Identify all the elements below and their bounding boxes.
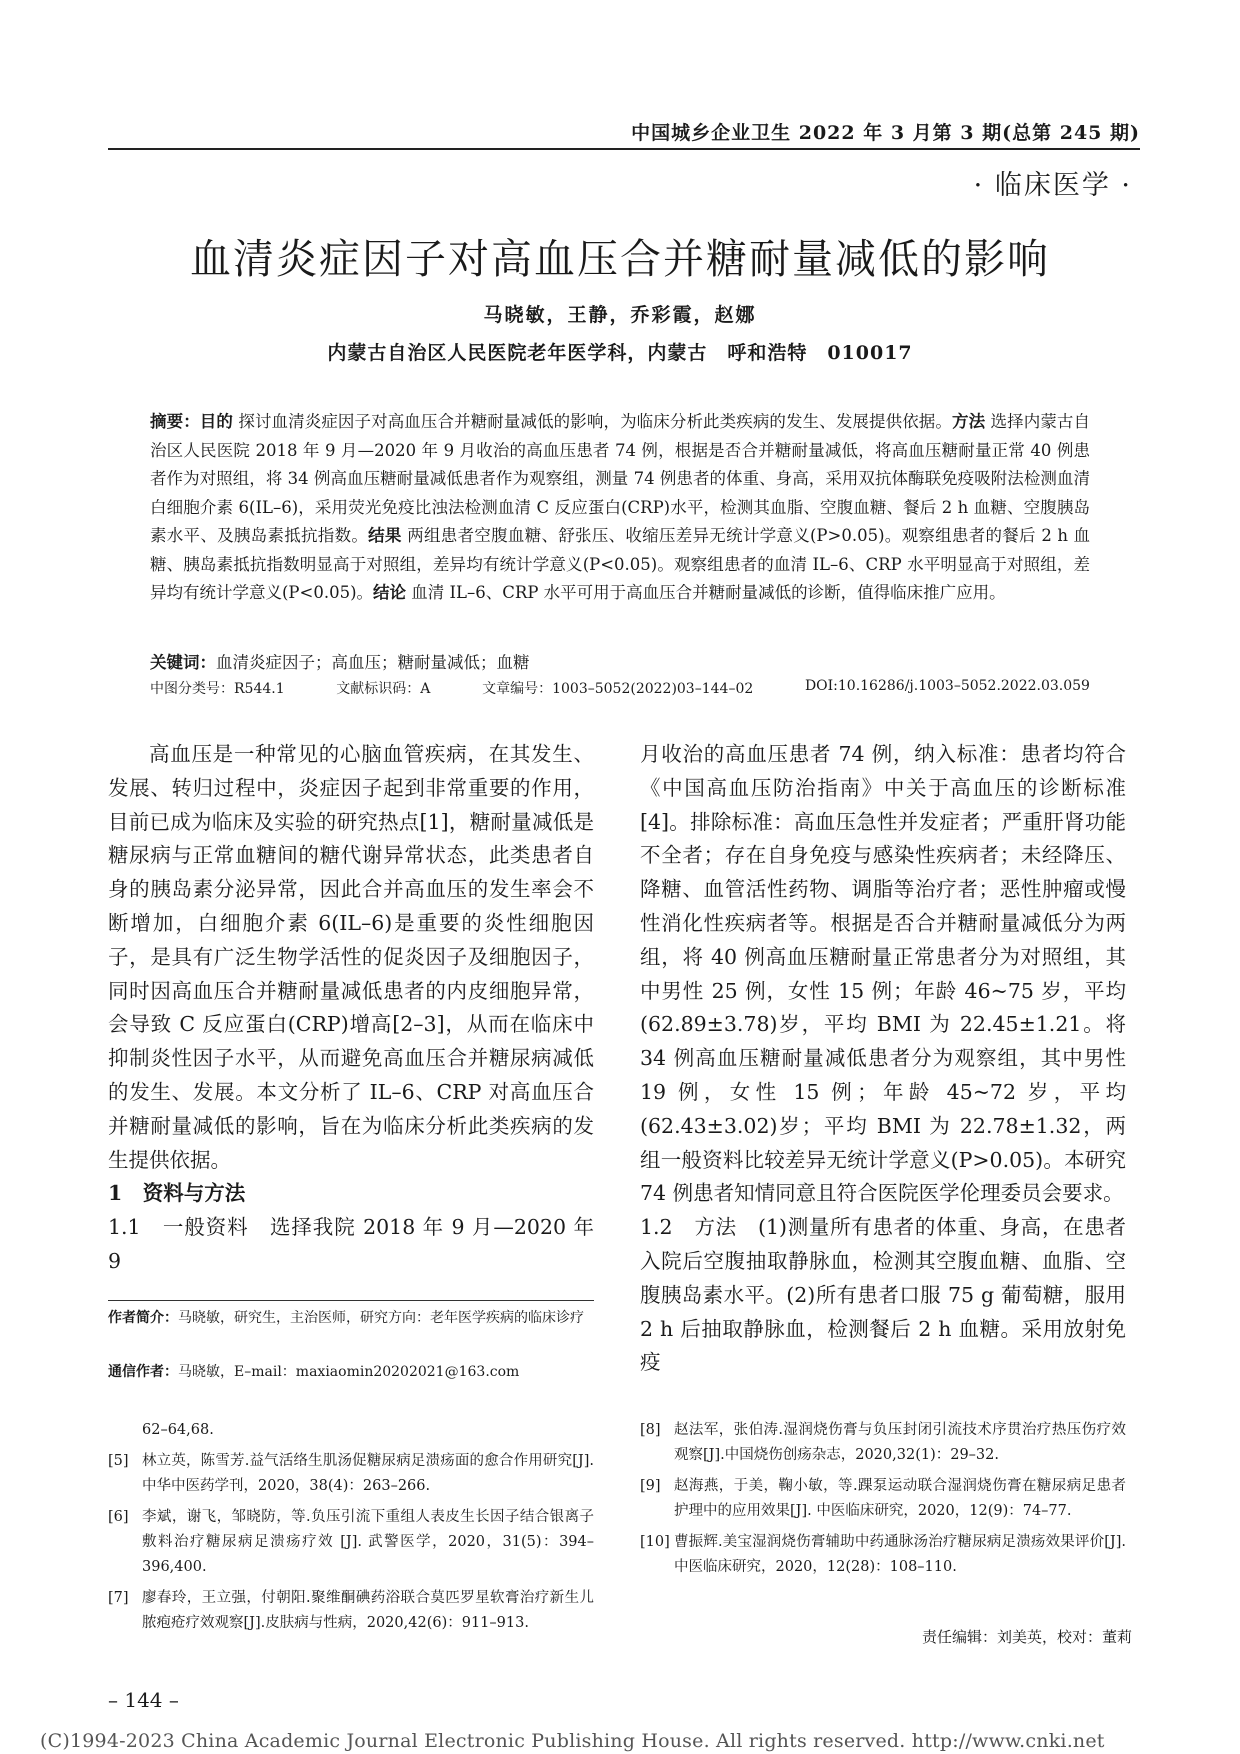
section-label: · 临床医学 · xyxy=(973,170,1132,201)
reference-number: [8] xyxy=(640,1422,661,1438)
reference-item xyxy=(640,1474,1126,1524)
references-right xyxy=(640,1418,1126,1586)
abstract-label: 摘要： xyxy=(150,412,200,431)
reference-text: 赵法军，张伯涛.湿润烧伤膏与负压封闭引流技术序贯治疗热压伤疗效观察[J].中国烧伤创疡杂志，2020,32(1)：29–32. xyxy=(674,1422,1126,1463)
keywords-label: 关键词： xyxy=(150,653,216,672)
objective-text: 探讨血清炎症因子对高血压合并糖耐量减低的影响，为临床分析此类疾病的发生、发展提供依据。 xyxy=(238,412,952,431)
reference-text: 赵海燕，于美，鞠小敏，等.踝泵运动联合湿润烧伤膏在糖尿病足患者护理中的应用效果[J]. 中医临床研究，2020，12(9)：74–77. xyxy=(674,1478,1126,1519)
methods-label: 方法 xyxy=(952,412,986,431)
reference-text: 廖春玲，王立强，付朝阳.聚维酮碘药浴联合莫匹罗星软膏治疗新生儿脓疱疮疗效观察[J].皮肤病与性病，2020,42(6)：911–913. xyxy=(142,1590,594,1631)
clc-number: 中图分类号：R544.1 xyxy=(150,681,285,697)
correspondence-label: 通信作者： xyxy=(108,1364,178,1380)
intro-paragraph: 高血压是一种常见的心脑血管疾病，在其发生、发展、转归过程中，炎症因子起到非常重要的作用，目前已成为临床及实验的研究热点[1]，糖耐量减低是糖尿病与正常血糖间的糖代谢异常状态，此类患者自身的胰岛素分泌异常，因此合并高血压的发生率会不断增加，白细胞介素 6(IL–6)是重要的炎性细胞因子，是具有广泛生物学活性的促炎因子及细胞因子，同时因高血压合并糖耐量减低患者的内皮细胞异常，会导致 C 反应蛋白(CRP)增高[2–3]，从而在临床中抑制炎性因子水平，从而避免高血压合并糖尿病减低的发生、发展。本文分析了 IL–6、CRP 对高血压合并糖耐量减低的影响，旨在为临床分析此类疾病的发生提供依据。 xyxy=(108,742,594,1172)
reference-item xyxy=(108,1418,594,1443)
reference-number: [7] xyxy=(108,1590,129,1606)
results-label: 结果 xyxy=(368,526,402,545)
reference-text: 林立英，陈雪芳.益气活络生肌汤促糖尿病足溃疡面的愈合作用研究[J].中华中医药学刊，2020，38(4)：263–266. xyxy=(142,1453,594,1494)
keywords xyxy=(150,649,530,673)
subsection-1-1: 1.1 一般资料 选择我院 2018 年 9 月—2020 年 9 xyxy=(108,1215,594,1273)
reference-item xyxy=(108,1586,594,1636)
reference-item xyxy=(108,1505,594,1580)
subsection-1-2: 1.2 方法 (1)测量所有患者的体重、身高，在患者入院后空腹抽取静脉血，检测其空腹血糖、血脂、空腹胰岛素水平。(2)所有患者口服 75 g 葡萄糖，服用 2 h 后抽取静脉血，检测餐后 2 h 血糖。采用放射免疫 xyxy=(640,1215,1126,1375)
reference-item xyxy=(640,1418,1126,1468)
section-1-heading: 1 资料与方法 xyxy=(108,1181,246,1206)
reference-number: [6] xyxy=(108,1509,129,1525)
footnote-rule xyxy=(108,1300,594,1301)
page-number: – 144 – xyxy=(108,1688,179,1712)
reference-number: [5] xyxy=(108,1453,129,1469)
journal-header: 中国城乡企业卫生 2022 年 3 月第 3 期(总第 245 期) xyxy=(631,122,1140,144)
reference-number: [10] xyxy=(640,1534,670,1550)
author-footnote-label: 作者简介： xyxy=(108,1310,178,1326)
body-column-left xyxy=(108,738,594,1279)
header-rule xyxy=(108,148,1140,150)
article-title: 血清炎症因子对高血压合并糖耐量减低的影响 xyxy=(190,235,1050,283)
correspondence-footnote xyxy=(108,1360,594,1384)
methods-text: 选择内蒙古自治区人民医院 2018 年 9 月—2020 年 9 月收治的高血压患者 74 例，根据是否合并糖耐量减低，将高血压糖耐量正常 40 例患者作为对照组，将 34 例高血压糖耐量减低患者作为观察组，测量 74 例患者的体重、身高，采用双抗体酶联免疫吸附法检测血清白细胞介素 6(IL–6)，采用荧光免疫比浊法检测血清 C 反应蛋白(CRP)水平，检测其血脂、空腹血糖、餐后 2 h 血糖、空腹胰岛素水平、及胰岛素抵抗指数。 xyxy=(150,412,1091,545)
reference-text: 李斌，谢飞，邹晓防，等.负压引流下重组人表皮生长因子结合银离子敷料治疗糖尿病足溃疡疗效 [J]. 武警医学，2020，31(5)：394–396,400. xyxy=(142,1509,594,1575)
body-column-right xyxy=(640,738,1126,1380)
reference-number: [9] xyxy=(640,1478,661,1494)
reference-text: 62–64,68. xyxy=(142,1422,214,1438)
results-text: 两组患者空腹血糖、舒张压、收缩压差异无统计学意义(P>0.05)。观察组患者的餐后 2 h 血糖、胰岛素抵抗指数明显高于对照组，差异均有统计学意义(P<0.05)。观察组患者的血清 IL–6、CRP 水平明显高于对照组，差异均有统计学意义(P<0.05)。 xyxy=(150,526,1091,602)
reference-item xyxy=(640,1530,1126,1580)
editor-credit: 责任编辑：刘美英，校对：董莉 xyxy=(921,1628,1132,1646)
doi: DOI:10.16286/j.1003–5052.2022.03.059 xyxy=(804,678,1090,694)
conclusion-label: 结论 xyxy=(373,583,407,602)
references-left xyxy=(108,1418,594,1642)
affiliation: 内蒙古自治区人民医院老年医学科，内蒙古 呼和浩特 010017 xyxy=(327,342,913,364)
classification-line xyxy=(150,678,1090,698)
keywords-text: 血清炎症因子；高血压；糖耐量减低；血糖 xyxy=(216,653,530,672)
reference-number xyxy=(108,1418,142,1443)
author-footnote-text: 马晓敏，研究生，主治医师，研究方向：老年医学疾病的临床诊疗 xyxy=(178,1310,584,1326)
correspondence-text: 马晓敏，E–mail：maxiaomin20202021@163.com xyxy=(178,1364,520,1380)
reference-text: 曹振辉.美宝湿润烧伤膏辅助中药通脉汤治疗糖尿病足溃疡效果评价[J]. 中医临床研究，2020，12(28)：108–110. xyxy=(674,1534,1126,1575)
article-number: 文章编号：1003–5052(2022)03–144–02 xyxy=(482,681,754,697)
subjects-paragraph: 月收治的高血压患者 74 例，纳入标准：患者均符合《中国高血压防治指南》中关于高血压的诊断标准[4]。排除标准：高血压急性并发症者；严重肝肾功能不全者；存在自身免疫与感染性疾病者；未经降压、降糖、血管活性药物、调脂等治疗者；恶性肿瘤或慢性消化性疾病者等。根据是否合并糖耐量减低分为两组，将 40 例高血压糖耐量正常患者分为对照组，其中男性 25 例，女性 15 例；年龄 46~75 岁，平均(62.89±3.78)岁，平均 BMI 为 22.45±1.21。将 34 例高血压糖耐量减低患者分为观察组，其中男性 19 例，女性 15 例；年龄 45~72 岁，平均(62.43±3.02)岁；平均 BMI 为 22.78±1.32，两组一般资料比较差异无统计学意义(P>0.05)。本研究 74 例患者知情同意且符合医院医学伦理委员会要求。 xyxy=(640,742,1126,1206)
authors: 马晓敏，王静，乔彩霞，赵娜 xyxy=(483,304,757,326)
author-footnote xyxy=(108,1306,594,1330)
conclusion-text: 血清 IL–6、CRP 水平可用于高血压合并糖耐量减低的诊断，值得临床推广应用。 xyxy=(411,583,1006,602)
copyright-footer: (C)1994-2023 China Academic Journal Electronic Publishing House. All rights reserved. http://www.cnki.net xyxy=(40,1730,1105,1752)
objective-label: 目的 xyxy=(199,412,233,431)
document-code: 文献标识码：A xyxy=(336,681,431,697)
abstract xyxy=(150,408,1090,608)
reference-item xyxy=(108,1449,594,1499)
